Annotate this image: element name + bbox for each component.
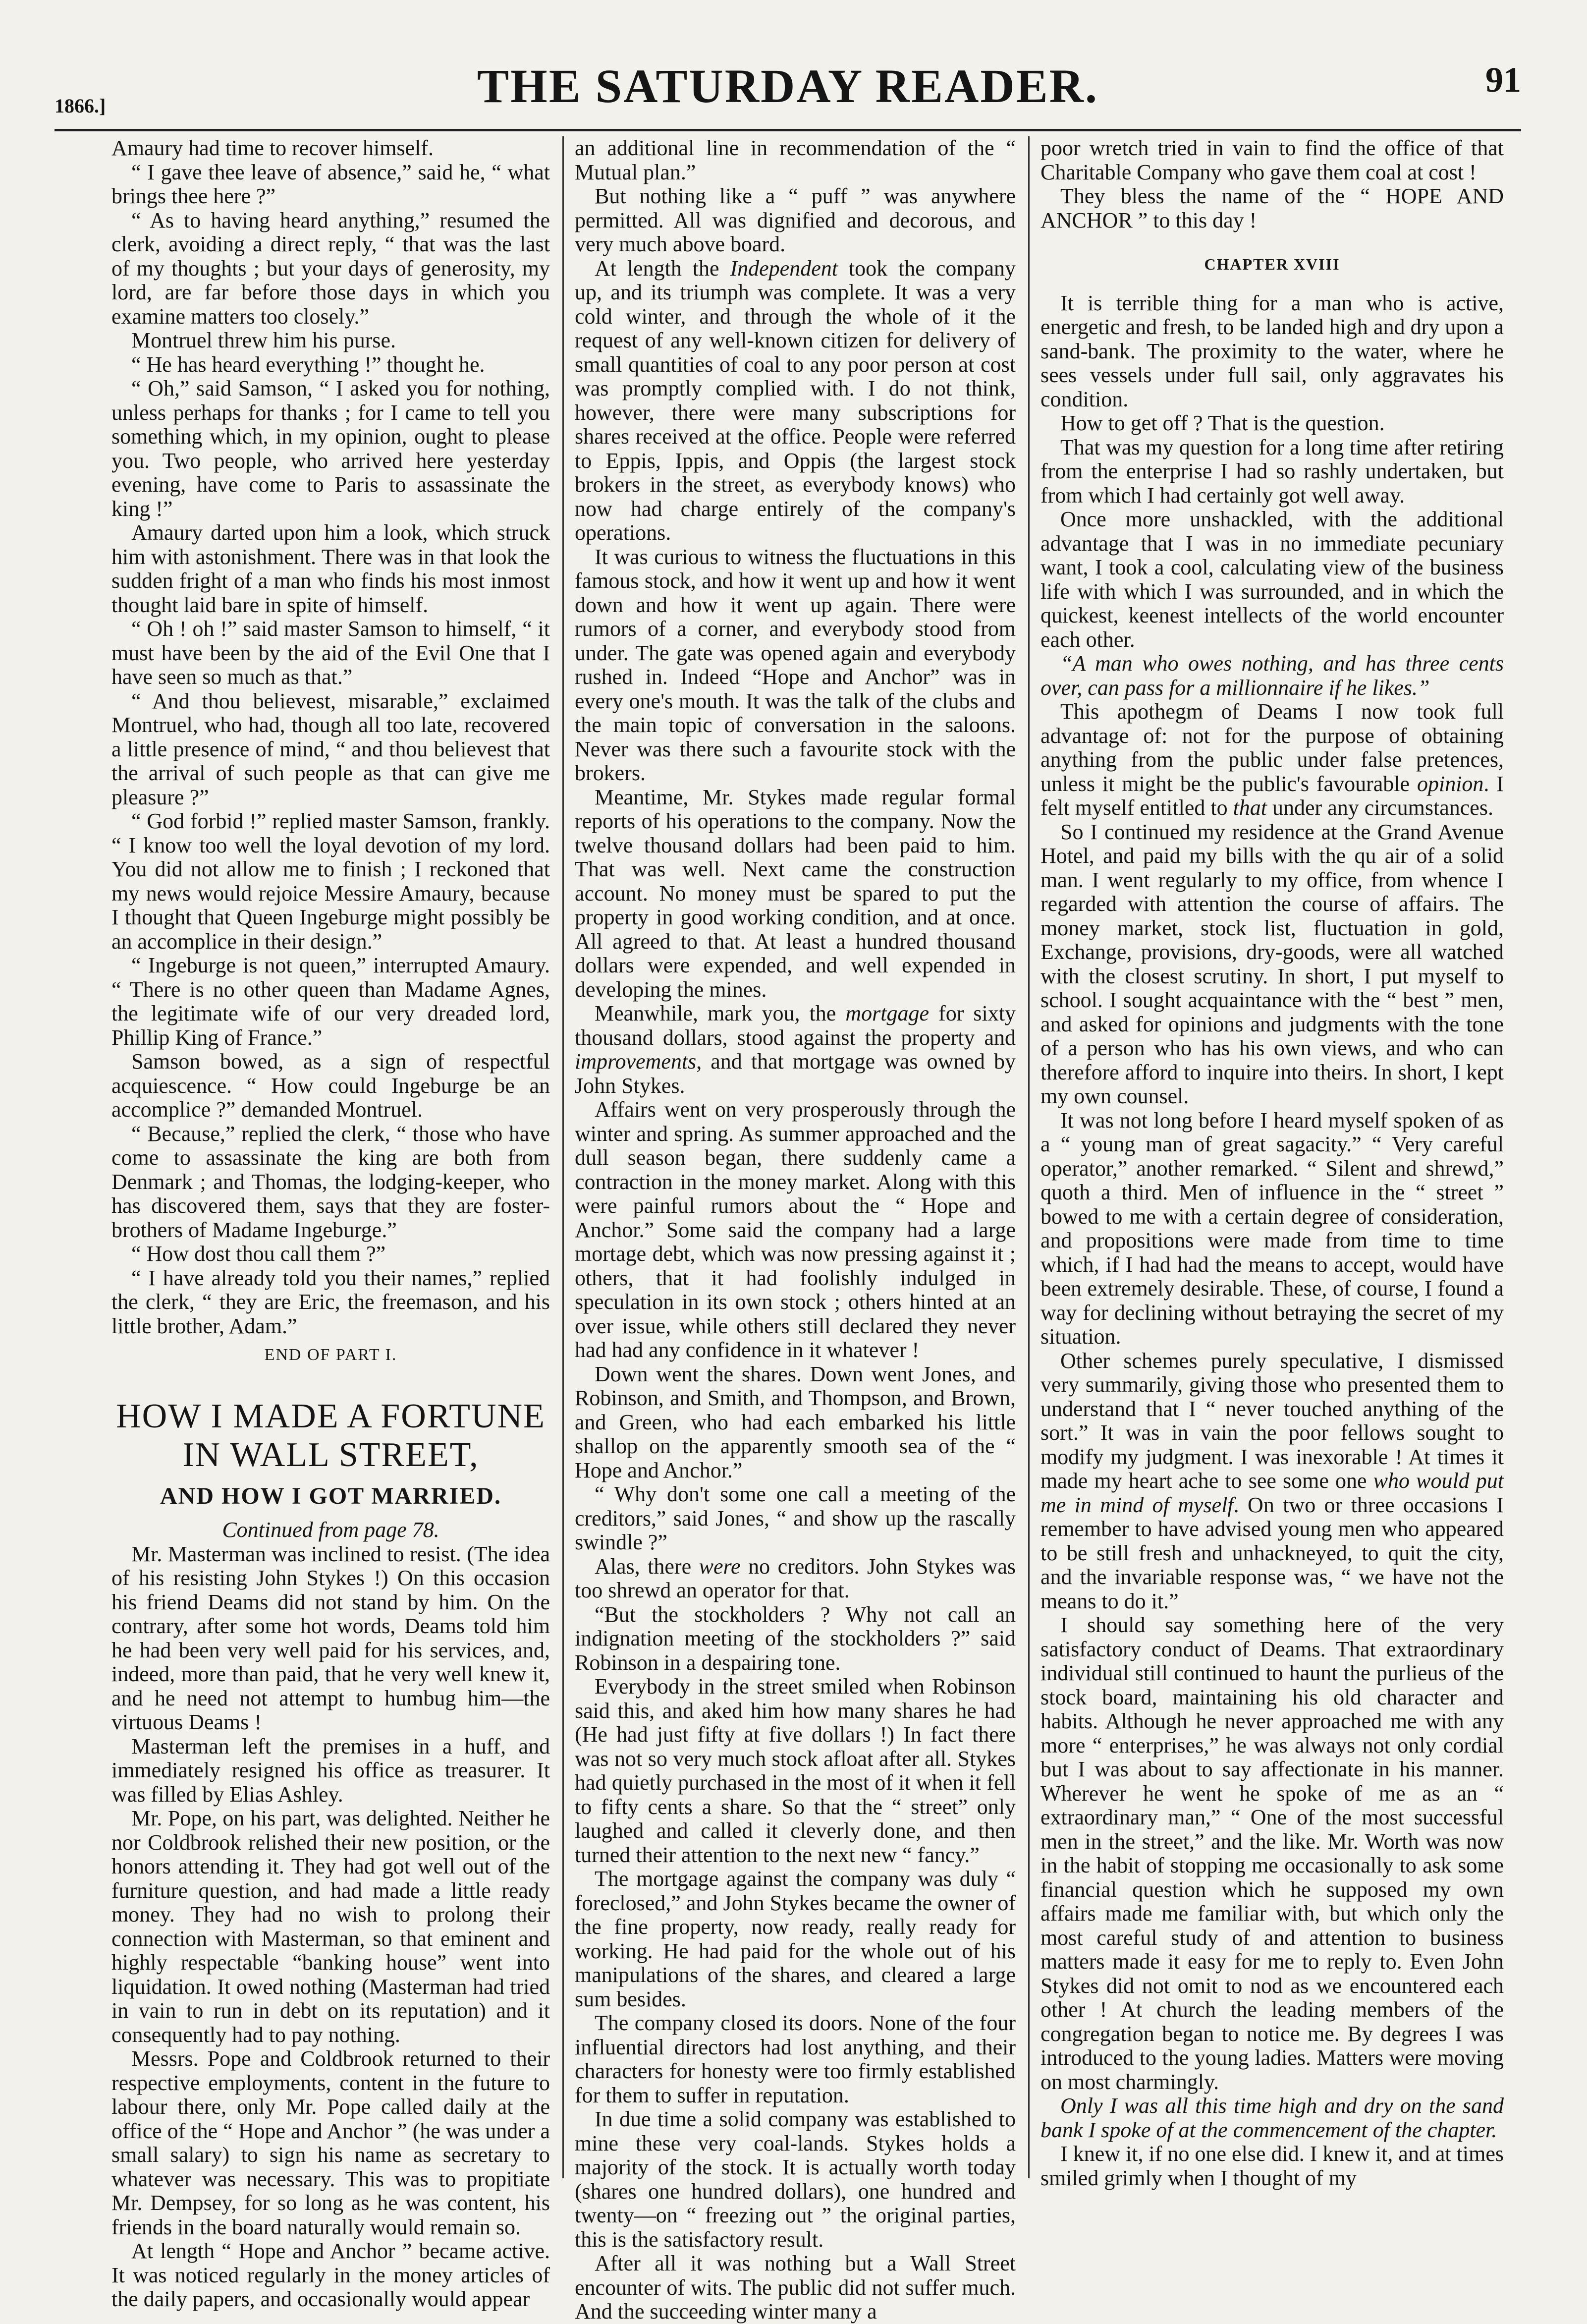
text: took the company up, and its triumph was complete. It was a very cold winter, and through the whole of it the request of any well-known citizen for delivery of small quantities of coal to any poor person at cost was promptly complied with. I do not think, however, there were many subscriptions for shares received at the office. People were referred to Eppis, Ippis, and Oppis (the largest stock brokers in the street, as everybody knows) who now had charge entirely of the company's operations. — [575, 256, 1016, 545]
story-subtitle: AND HOW I GOT MARRIED. — [160, 1482, 501, 1509]
paragraph: “ Oh,” said Samson, “ I asked you for nothing, unless perhaps for thanks ; for I came to tell you something which, in my opinion, ought to please you. Two people, who arrived here yesterday evening, have come to Paris to assassinate the king !” — [111, 376, 550, 521]
paragraph: Mr. Pope, on his part, was delighted. Neither he nor Coldbrook relished their new position, or the honors attending it. They had got well out of the furniture question, and had made a little ready money. They had no wish to prolong their connection with Masterman, so that eminent and highly respectable “banking house” went into liquidation. It owed nothing (Masterman had tried in vain to run in debt on its reputation) and it consequently had to pay nothing. — [111, 1806, 550, 2047]
paragraph: “ Ingeburge is not queen,” interrupted Amaury. “ There is no other queen than Madame Agnes, the legitimate wife of our very dreaded lord, Phillip King of France.” — [111, 953, 550, 1050]
paragraph: In due time a solid company was established to mine these very coal-lands. Stykes holds a majority of the stock. It is actually worth today (shares one hundred dollars), one hundred and twenty—on “ freezing out ” the original parties, this is the satisfactory result. — [575, 2107, 1016, 2252]
text: Other schemes purely speculative, I dismissed very summarily, giving those who presented them to understand that I “ never touched anything of the sort.” It was in vain the poor fellows sought to modify my judgment. I was inexorable ! At times it made my heart ache to see some one — [1040, 1348, 1504, 1493]
text: . I felt myself entitled to — [1040, 771, 1504, 820]
text: , and that mortgage was owned by John Stykes. — [575, 1049, 1016, 1098]
paragraph: “ Why don't some one call a meeting of the creditors,” said Jones, “ and show up the rascally swindle ?” — [575, 1482, 1016, 1554]
emphasis: were — [699, 1554, 741, 1579]
paragraph: That was my question for a long time after retiring from the enterprise I had so rashly undertaken, but from which I had certainly got well away. — [1040, 435, 1504, 508]
paragraph — [575, 1002, 1016, 1098]
paragraph: They bless the name of the “ HOPE AND ANCHOR ” to this day ! — [1040, 184, 1504, 232]
paragraph: Masterman left the premises in a huff, and immediately resigned his office as treasurer. It was filled by Elias Ashley. — [111, 1734, 550, 1807]
paragraph: Down went the shares. Down went Jones, and Robinson, and Smith, and Thompson, and Brown, and Green, who had each embarked his little shallop on the apparently smooth sea of the “ Hope and Anchor.” — [575, 1361, 1016, 1482]
paragraph: Once more unshackled, with the additional advantage that I was in no immediate pecuniary want, I took a cool, calculating view of the business life with which I was surrounded, and in which the quickest, keenest intellects of the world encounter each other. — [1040, 507, 1504, 652]
paragraph: Only I was all this time high and dry on the sand bank I spoke of at the commencement of the chapter. — [1040, 2094, 1504, 2142]
masthead-title: THE SATURDAY READER. — [477, 59, 1098, 113]
paragraph: Mr. Masterman was inclined to resist. (The idea of his resisting John Stykes !) On this occasion his friend Deams did not stand by him. On the contrary, after some hot words, Deams told him he had been very well paid for his services, and, indeed, more than paid, that he very well knew it, and he need not attempt to humbug him—the virtuous Deams ! — [111, 1541, 550, 1734]
paragraph: It was curious to witness the fluctuations in this famous stock, and how it went up and how it went down and how it went up again. There were rumors of a corner, and everybody stood from under. The gate was opened again and everybody rushed in. Indeed “Hope and Anchor” was in every one's mouth. It was the talk of the clubs and the main topic of conversation in the saloons. Never was there such a favourite stock with the brokers. — [575, 544, 1016, 785]
paragraph: “ He has heard everything !” thought he. — [131, 352, 485, 377]
paragraph: But nothing like a “ puff ” was anywhere permitted. All was dignified and decorous, and very much above board. — [575, 184, 1016, 256]
column-left — [111, 136, 550, 2311]
quotation: “A man who owes nothing, and has three cents over, can pass for a millionnaire if he likes.” — [1040, 651, 1504, 700]
paragraph: “ How dost thou call them ?” — [131, 1242, 386, 1266]
column-divider — [1028, 136, 1030, 2178]
paragraph: “ And thou believest, misarable,” exclaimed Montruel, who had, though all too late, recovered a little presence of mind, “ and thou believest that the arrival of such people as that can give me pleasure ?” — [111, 688, 550, 809]
text: Meanwhile, mark you, the — [595, 1001, 846, 1025]
text: Alas, there — [595, 1554, 699, 1579]
paragraph: Samson bowed, as a sign of respectful acquiescence. “ How could Ingeburge be an accomplice ?” demanded Montruel. — [111, 1049, 550, 1122]
emphasis: opinion — [1417, 771, 1484, 796]
text: This apothegm of Deams I now took full advantage of: not for the purpose of obtaining anything from the public under false pretences, unless it might be the public's favourable — [1040, 699, 1504, 796]
column-middle — [575, 136, 1016, 2324]
paragraph: It is terrible thing for a man who is active, energetic and fresh, to be landed high and dry upon a sand-bank. The proximity to the water, where he sees vessels under full sail, only aggravates his condition. — [1040, 290, 1504, 411]
paragraph: Everybody in the street smiled when Robinson said this, and aked him how many shares he had (He had just fifty at five dollars !) In fact there was not so very much stock afloat after all. Stykes had quietly purchased in the most of it when it fell to fifty cents a share. So that the “ street” only laughed and called it cleverly done, and then turned their attention to the next new “ fancy.” — [575, 1674, 1016, 1867]
paragraph: I should say something here of the very satisfactory conduct of Deams. That extraordinary individual still continued to haunt the purlieus of the stock board, maintaining his old character and habits. Although he never approached me with any more “ enterprises,” he was always not only cordial but I was about to say affectionate in his manner. Wherever he went he spoke of me as an “ extraordinary man,” “ One of the most successful men in the street,” and the like. Mr. Worth was now in the habit of stopping me occasionally to ask some financial question which he supposed my own affairs made me familiar with, but which only the most careful study of and attention to business matters made it easy for me to reply to. Even John Stykes did not omit to nod as we encountered each other ! At church the leading members of the congregation began to notice me. By degrees I was introduced to the young ladies. Matters were moving on most charmingly. — [1040, 1613, 1504, 2094]
paragraph: At length “ Hope and Anchor ” became active. It was noticed regularly in the money articles of the daily papers, and occasionally would appear — [111, 2239, 550, 2311]
newspaper-name: Independent — [730, 256, 838, 281]
text: . On two or three occasions I remember to have advised young men who appeared to be still fresh and unhackneyed, to quit the city, and the invariable response was, “ we have not the means to do it.” — [1040, 1492, 1504, 1613]
issue-year: 1866.] — [55, 95, 106, 117]
paragraph: I knew it, if no one else did. I knew it, and at times smiled grimly when I thought of my — [1040, 2142, 1504, 2190]
text: under any circumstances. — [1267, 795, 1493, 820]
paragraph: Montruel threw him his purse. — [131, 328, 396, 352]
paragraph — [1040, 1349, 1504, 1614]
paragraph: “ As to having heard anything,” resumed the clerk, avoiding a direct reply, “ that was the last of my thoughts ; but your days of generosity, my lord, are far before those days in which you examine matters too closely.” — [111, 208, 550, 329]
paragraph: The company closed its doors. None of the four influential directors had lost anything, and their characters for honesty were too firmly established for them to suffer in reputation. — [575, 2011, 1016, 2107]
paragraph: How to get off ? That is the question. — [1060, 411, 1385, 435]
paragraph — [575, 257, 1016, 545]
paragraph: Messrs. Pope and Coldbrook returned to their respective employments, content in the future to labour there, only Mr. Pope called daily at the office of the “ Hope and Anchor ” (he was under a small salary) to sign his name as secretary to whatever was necessary. This was to propitiate Mr. Dempsey, for so long as he was content, his friends in the board naturally would remain so. — [111, 2046, 550, 2239]
paragraph — [575, 1555, 1016, 1603]
emphasis: that — [1233, 795, 1267, 820]
paragraph: Affairs went on very prosperously through the winter and spring. As summer approached and the dull season began, there suddenly came a contraction in the money market. Along with this were painful rumors about the “ Hope and Anchor.” Some said the company had a large mortage debt, which was now pressing against it ; others, that it had foolishly indulged in speculation in its own stock ; others hinted at an over issue, while others still declared they never had had any confidence in it whatever ! — [575, 1097, 1016, 1362]
paragraph: “ God forbid !” replied master Samson, frankly. “ I know too well the loyal devotion of my lord. You did not allow me to finish ; I reckoned that my news would rejoice Messire Amaury, because I thought that Queen Ingeburge might possibly be an accomplice in their design.” — [111, 809, 550, 954]
paragraph: “ I gave thee leave of absence,” said he, “ what brings thee here ?” — [111, 160, 550, 208]
paragraph — [1040, 700, 1504, 820]
chapter-heading: CHAPTER XVIII — [1204, 255, 1340, 273]
paragraph: “But the stockholders ? Why not call an indignation meeting of the stockholders ?” said Robinson in a despairing tone. — [575, 1602, 1016, 1675]
paragraph: “ Because,” replied the clerk, “ those who have come to assassinate the king are both from Denmark ; and Thomas, the lodging-keeper, who has discovered them, says that they are foster-brothers of Madame Ingeburge.” — [111, 1121, 550, 1242]
paragraph: So I continued my residence at the Grand Avenue Hotel, and paid my bills with the qu air of a solid man. I went regularly to my office, from whence I regarded with attention the course of affairs. The money market, stock list, fluctuation in gold, Exchange, provisions, dry-goods, were all watched with the closest scrutiny. In short, I put myself to school. I sought acquaintance with the “ best ” men, and asked for opinions and judgments with the tone of a person who has his own views, and who can therefore afford to inquire into theirs. In short, I kept my own counsel. — [1040, 819, 1504, 1108]
paragraph: “ I have already told you their names,” replied the clerk, “ they are Eric, the freemason, and his little brother, Adam.” — [111, 1265, 550, 1338]
story-title: HOW I MADE A FORTUNE IN WALL STREET, — [116, 1397, 546, 1474]
column-right — [1040, 136, 1504, 2190]
paragraph: After all it was nothing but a Wall Street encounter of wits. The public did not suffer much. And the succeeding winter many a — [575, 2251, 1016, 2324]
page-number: 91 — [1485, 60, 1521, 100]
end-of-part-marker: END OF PART I. — [264, 1346, 397, 1364]
paragraph: “ Oh ! oh !” said master Samson to himself, “ it must have been by the aid of the Evil One that I have seen so much as that.” — [111, 617, 550, 689]
paragraph: Amaury had time to recover himself. — [111, 136, 434, 160]
emphasis: mortgage — [845, 1001, 929, 1025]
page-header — [55, 15, 1521, 131]
text: At length the — [595, 256, 730, 281]
text: no creditors. John Stykes was too shrewd an operator for that. — [575, 1554, 1016, 1602]
paragraph: poor wretch tried in vain to find the office of that Charitable Company who gave them coal at cost ! — [1040, 136, 1504, 184]
emphasis: improvements — [575, 1049, 697, 1074]
paragraph: Meantime, Mr. Stykes made regular formal reports of his operations to the company. Now the twelve thousand dollars had been paid to him. That was well. Next came the construction account. No money must be spared to put the property in good working condition, and at once. All agreed to that. At least a hundred thousand dollars were expended, and well expended in developing the mines. — [575, 785, 1016, 1002]
paragraph: Amaury darted upon him a look, which struck him with astonishment. There was in that look the sudden fright of a man who finds his most inmost thought laid bare in spite of himself. — [111, 520, 550, 617]
paragraph: an additional line in recommendation of the “ Mutual plan.” — [575, 136, 1016, 184]
continued-note: Continued from page 78. — [222, 1518, 439, 1542]
text: for sixty thousand dollars, stood against the property and — [575, 1001, 1016, 1050]
column-divider — [562, 136, 564, 2178]
paragraph: It was not long before I heard myself spoken of as a “ young man of great sagacity.” “ Very careful operator,” another remarked. “ Silent and shrewd,” quoth a third. Men of influence in the “ street ” bowed to me with a certain degree of consideration, and propositions were made from time to time which, if I had had the means to accept, would have been extremely desirable. These, of course, I found a way for declining without betraying the secret of my situation. — [1040, 1108, 1504, 1349]
emphasis: who would put me in mind of myself — [1040, 1469, 1504, 1517]
paragraph: The mortgage against the company was duly “ foreclosed,” and John Stykes became the owner of the fine property, now ready, really ready for working. He had paid for the whole out of his manipulations of the shares, and cleared a large sum besides. — [575, 1867, 1016, 2011]
